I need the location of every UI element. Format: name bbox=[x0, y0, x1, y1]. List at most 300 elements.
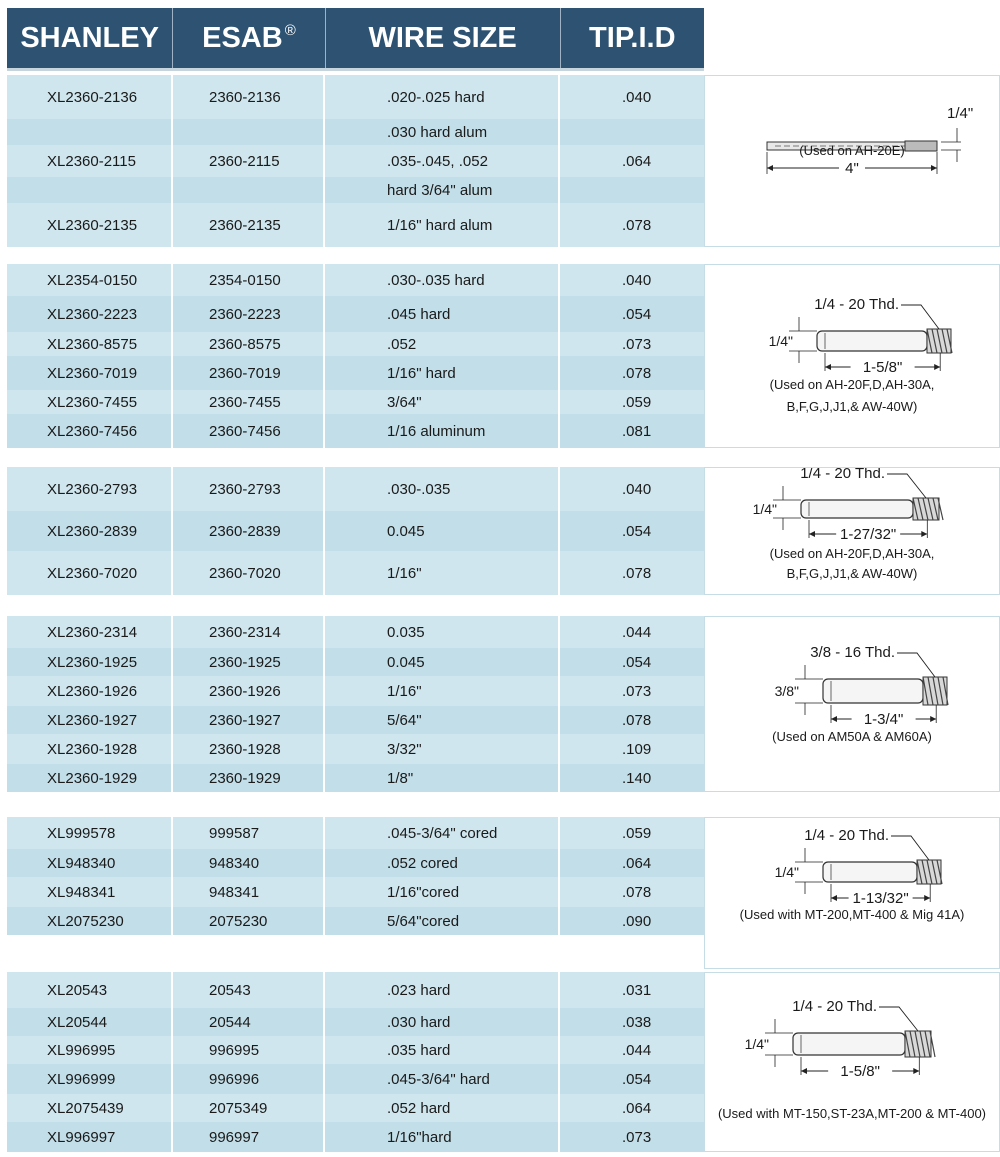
tip-id-cell bbox=[560, 264, 704, 296]
esab-part-number-cell bbox=[173, 706, 325, 734]
shanley-part-number: XL20544 bbox=[47, 1013, 108, 1031]
usage-caption: (Used on AM50A & AM60A) bbox=[772, 729, 932, 744]
diameter-label: 1/4" bbox=[768, 333, 793, 349]
wire-size: .045-3/64" cored bbox=[387, 824, 498, 842]
wire-size-cell bbox=[325, 145, 560, 177]
wire-size-cell bbox=[325, 356, 560, 390]
product-group bbox=[7, 972, 1000, 1152]
esab-part-number: 20544 bbox=[209, 1013, 251, 1031]
tip-id: .064 bbox=[622, 152, 652, 170]
shanley-part-number: XL996995 bbox=[47, 1041, 116, 1059]
wire-size-cell bbox=[325, 467, 560, 511]
wire-size-cell bbox=[325, 1008, 560, 1036]
tip-id: .059 bbox=[622, 393, 652, 411]
esab-part-number-cell bbox=[173, 972, 325, 1008]
wire-size: 1/16" hard alum bbox=[387, 216, 493, 234]
esab-part-number: 2360-2793 bbox=[209, 480, 281, 498]
tip-id-cell bbox=[560, 203, 704, 247]
esab-part-number-cell bbox=[173, 616, 325, 648]
esab-part-number: 2360-1927 bbox=[209, 711, 281, 729]
wire-size-cell bbox=[325, 764, 560, 792]
tip-id: .081 bbox=[622, 422, 652, 440]
tip-id-cell bbox=[560, 177, 704, 203]
tip-id: .059 bbox=[622, 824, 652, 842]
esab-part-number-cell bbox=[173, 849, 325, 877]
shanley-part-number-cell bbox=[7, 467, 173, 511]
esab-part-number-cell bbox=[173, 817, 325, 849]
wire-size-cell bbox=[325, 1036, 560, 1064]
shanley-part-number: XL2360-2135 bbox=[47, 216, 138, 234]
tip-id-cell bbox=[560, 467, 704, 511]
esab-part-number-cell bbox=[173, 648, 325, 676]
shanley-part-number-cell bbox=[7, 764, 173, 792]
wire-size: 3/32" bbox=[387, 740, 422, 758]
tip-id-cell bbox=[560, 648, 704, 676]
shanley-part-number-cell bbox=[7, 1094, 173, 1122]
product-group bbox=[7, 75, 1000, 247]
length-label: 1-5/8" bbox=[862, 359, 903, 376]
product-group bbox=[7, 264, 1000, 448]
thread-label: 1/4 - 20 Thd. bbox=[804, 827, 889, 844]
header-esab bbox=[173, 8, 325, 68]
header-wire-size-label: WIRE SIZE bbox=[368, 21, 517, 54]
esab-part-number-cell bbox=[173, 1094, 325, 1122]
length-label: 1-3/4" bbox=[863, 711, 904, 728]
esab-part-number-cell bbox=[173, 907, 325, 935]
wire-size: .035-.045, .052 bbox=[387, 152, 488, 170]
group-rows bbox=[7, 75, 704, 247]
table-row bbox=[7, 467, 704, 511]
tip-id: .054 bbox=[622, 305, 652, 323]
esab-part-number-cell bbox=[173, 467, 325, 511]
tip-id-cell bbox=[560, 706, 704, 734]
wire-size: 1/16 aluminum bbox=[387, 422, 486, 440]
thread-section bbox=[917, 860, 942, 884]
shanley-part-number: XL2360-2314 bbox=[47, 623, 138, 641]
wire-size-cell bbox=[325, 551, 560, 595]
wire-size: 3/64" bbox=[387, 393, 422, 411]
tip-id-cell bbox=[560, 332, 704, 356]
diameter-label: 1/4" bbox=[744, 1036, 769, 1052]
product-group bbox=[7, 616, 1000, 792]
thread-section bbox=[923, 677, 948, 705]
tip-id-cell bbox=[560, 676, 704, 706]
tip-id-cell bbox=[560, 877, 704, 907]
shanley-part-number: XL2360-7020 bbox=[47, 564, 138, 582]
shanley-part-number: XL2360-1928 bbox=[47, 740, 138, 758]
table-row bbox=[7, 511, 704, 551]
esab-part-number: 2360-8575 bbox=[209, 335, 281, 353]
tip-id-cell bbox=[560, 414, 704, 448]
esab-part-number: 996997 bbox=[209, 1128, 260, 1146]
esab-part-number-cell bbox=[173, 296, 325, 332]
tip-id-cell bbox=[560, 734, 704, 764]
thread-label: 3/8 - 16 Thd. bbox=[810, 644, 895, 661]
table-row bbox=[7, 1094, 704, 1122]
product-group bbox=[7, 467, 1000, 595]
tip-id: .073 bbox=[622, 335, 652, 353]
usage-caption: B,F,G,J,J1,& AW-40W) bbox=[786, 566, 918, 581]
esab-part-number-cell bbox=[173, 203, 325, 247]
esab-part-number: 948341 bbox=[209, 883, 260, 901]
shanley-part-number: XL2360-2839 bbox=[47, 522, 138, 540]
diameter-label: 1/4" bbox=[774, 864, 799, 880]
shanley-part-number: XL996997 bbox=[47, 1128, 116, 1146]
esab-part-number-cell bbox=[173, 264, 325, 296]
shanley-part-number: XL20543 bbox=[47, 981, 108, 999]
esab-part-number-cell bbox=[173, 676, 325, 706]
esab-part-number-cell bbox=[173, 145, 325, 177]
shanley-part-number-cell bbox=[7, 1008, 173, 1036]
esab-part-number: 2360-7020 bbox=[209, 564, 281, 582]
tip-id: .078 bbox=[622, 216, 652, 234]
tip-body bbox=[823, 679, 923, 703]
tip-id: .078 bbox=[622, 564, 652, 582]
wire-size: .020-.025 hard bbox=[387, 88, 485, 106]
shanley-part-number: XL2075439 bbox=[47, 1099, 124, 1117]
usage-caption: (Used on AH-20F,D,AH-30A, bbox=[769, 377, 935, 392]
wire-size-cell bbox=[325, 177, 560, 203]
shanley-part-number-cell bbox=[7, 145, 173, 177]
table-row bbox=[7, 1036, 704, 1064]
esab-part-number-cell bbox=[173, 734, 325, 764]
length-label: 1-5/8" bbox=[840, 1063, 880, 1080]
esab-part-number-cell bbox=[173, 1008, 325, 1036]
shanley-part-number-cell bbox=[7, 972, 173, 1008]
shanley-part-number-cell bbox=[7, 414, 173, 448]
table-row bbox=[7, 1008, 704, 1036]
esab-part-number: 996995 bbox=[209, 1041, 260, 1059]
thread-section bbox=[905, 1031, 935, 1057]
table-row bbox=[7, 907, 704, 935]
shanley-part-number-cell bbox=[7, 907, 173, 935]
group-rows bbox=[7, 817, 704, 935]
thread-label: 1/4 - 20 Thd. bbox=[800, 468, 885, 482]
tip-id-cell bbox=[560, 145, 704, 177]
tip-id: .031 bbox=[622, 981, 652, 999]
wire-size: .035 hard bbox=[387, 1041, 451, 1059]
esab-part-number-cell bbox=[173, 414, 325, 448]
shanley-part-number-cell bbox=[7, 296, 173, 332]
shanley-part-number: XL999578 bbox=[47, 824, 116, 842]
wire-size: 1/16"hard bbox=[387, 1128, 452, 1146]
wire-size: .052 bbox=[387, 335, 417, 353]
wire-size: 0.045 bbox=[387, 522, 425, 540]
esab-part-number: 2360-7019 bbox=[209, 364, 281, 382]
esab-part-number-cell bbox=[173, 877, 325, 907]
wire-size: .052 cored bbox=[387, 854, 458, 872]
wire-size-cell bbox=[325, 1064, 560, 1094]
shanley-part-number: XL948340 bbox=[47, 854, 116, 872]
tip-id: .054 bbox=[622, 522, 652, 540]
tip-id: .109 bbox=[622, 740, 652, 758]
tip-id: .078 bbox=[622, 883, 652, 901]
usage-caption: (Used with MT-150,ST-23A,MT-200 & MT-400) bbox=[717, 1106, 987, 1121]
tip-body bbox=[793, 1033, 905, 1055]
esab-part-number: 2360-7455 bbox=[209, 393, 281, 411]
tip-id: .078 bbox=[622, 364, 652, 382]
length-label: 4" bbox=[845, 160, 859, 177]
table-row bbox=[7, 75, 704, 119]
wire-size-cell bbox=[325, 849, 560, 877]
wire-size-cell bbox=[325, 75, 560, 119]
shanley-part-number: XL2360-1926 bbox=[47, 682, 138, 700]
shanley-part-number-cell bbox=[7, 203, 173, 247]
table-row bbox=[7, 203, 704, 247]
table-row bbox=[7, 296, 704, 332]
diameter-label: 1/4" bbox=[947, 105, 974, 122]
shanley-part-number: XL2075230 bbox=[47, 912, 124, 930]
esab-part-number: 2360-2115 bbox=[209, 152, 280, 170]
shanley-part-number-cell bbox=[7, 75, 173, 119]
esab-part-number-cell bbox=[173, 1064, 325, 1094]
usage-caption: (Used on AH-20F,D,AH-30A, bbox=[769, 546, 935, 561]
shanley-part-number-cell bbox=[7, 706, 173, 734]
esab-part-number: 2360-2839 bbox=[209, 522, 281, 540]
wire-size-cell bbox=[325, 511, 560, 551]
table-row bbox=[7, 764, 704, 792]
tip-id-cell bbox=[560, 616, 704, 648]
tip-id: .038 bbox=[622, 1013, 652, 1031]
tip-body bbox=[817, 331, 927, 351]
header-esab-label: ESAB bbox=[202, 21, 283, 54]
wire-size: 0.035 bbox=[387, 623, 425, 641]
esab-part-number: 2354-0150 bbox=[209, 271, 281, 289]
wire-size-cell bbox=[325, 972, 560, 1008]
tip-id: .044 bbox=[622, 1041, 652, 1059]
wire-size: .045-3/64" hard bbox=[387, 1070, 490, 1088]
tip-diagram bbox=[704, 817, 1000, 969]
shanley-part-number: XL2360-1925 bbox=[47, 653, 138, 671]
table-row bbox=[7, 1064, 704, 1094]
shanley-part-number: XL996999 bbox=[47, 1070, 116, 1088]
shanley-part-number-cell bbox=[7, 616, 173, 648]
table-row bbox=[7, 849, 704, 877]
tip-id-cell bbox=[560, 356, 704, 390]
esab-part-number-cell bbox=[173, 511, 325, 551]
esab-part-number: 20543 bbox=[209, 981, 251, 999]
tip-id-cell bbox=[560, 1008, 704, 1036]
esab-part-number: 996996 bbox=[209, 1070, 260, 1088]
tip-id-cell bbox=[560, 1122, 704, 1152]
wire-size: .030 hard bbox=[387, 1013, 451, 1031]
wire-size: 1/8" bbox=[387, 769, 414, 787]
table-row bbox=[7, 414, 704, 448]
tip-diagram-drawing bbox=[705, 265, 1000, 449]
thread-section bbox=[927, 329, 952, 353]
tip-id-cell bbox=[560, 849, 704, 877]
esab-part-number: 2360-1926 bbox=[209, 682, 281, 700]
esab-part-number: 948340 bbox=[209, 854, 260, 872]
shanley-part-number-cell bbox=[7, 390, 173, 414]
header-tip-id-label: TIP.I.D bbox=[589, 21, 676, 54]
table-row bbox=[7, 616, 704, 648]
tip-diagram bbox=[704, 972, 1000, 1152]
esab-part-number: 2360-2136 bbox=[209, 88, 281, 106]
wire-size-cell bbox=[325, 706, 560, 734]
tip-id: .054 bbox=[622, 653, 652, 671]
wire-size-cell bbox=[325, 332, 560, 356]
wire-size-cell bbox=[325, 296, 560, 332]
table-row bbox=[7, 706, 704, 734]
header-divider bbox=[7, 68, 704, 71]
table-row bbox=[7, 145, 704, 177]
tip-diagram-drawing bbox=[705, 617, 1000, 793]
header-wire-size bbox=[326, 8, 561, 68]
wire-size-cell bbox=[325, 616, 560, 648]
wire-size-cell bbox=[325, 1094, 560, 1122]
table-row bbox=[7, 390, 704, 414]
shanley-part-number-cell bbox=[7, 1064, 173, 1094]
tip-diagram bbox=[704, 616, 1000, 792]
esab-part-number-cell bbox=[173, 764, 325, 792]
group-rows bbox=[7, 972, 704, 1152]
wire-size-cell bbox=[325, 264, 560, 296]
tip-id: .140 bbox=[622, 769, 652, 787]
wire-size-cell bbox=[325, 119, 560, 145]
shanley-part-number-cell bbox=[7, 332, 173, 356]
shanley-part-number: XL2360-2136 bbox=[47, 88, 138, 106]
shanley-part-number: XL2360-1929 bbox=[47, 769, 138, 787]
header-tip-id bbox=[561, 8, 704, 68]
esab-part-number-cell bbox=[173, 390, 325, 414]
shanley-part-number-cell bbox=[7, 734, 173, 764]
shanley-part-number: XL2360-7456 bbox=[47, 422, 138, 440]
wire-size: 1/16"cored bbox=[387, 883, 460, 901]
esab-part-number: 2360-1928 bbox=[209, 740, 281, 758]
tip-id-cell bbox=[560, 907, 704, 935]
shanley-part-number: XL2360-7455 bbox=[47, 393, 138, 411]
esab-part-number-cell bbox=[173, 177, 325, 203]
tip-id: .090 bbox=[622, 912, 652, 930]
tip-id-cell bbox=[560, 75, 704, 119]
table-row bbox=[7, 817, 704, 849]
tip-body bbox=[801, 500, 913, 518]
wire-size: 1/16" bbox=[387, 682, 422, 700]
wire-size: .030 hard alum bbox=[387, 123, 488, 141]
wire-size: 5/64" bbox=[387, 711, 422, 729]
esab-part-number-cell bbox=[173, 551, 325, 595]
thread-label: 1/4 - 20 Thd. bbox=[792, 998, 877, 1015]
wire-size-cell bbox=[325, 817, 560, 849]
registered-mark: ® bbox=[284, 21, 296, 39]
thread-section bbox=[913, 498, 943, 520]
shanley-part-number: XL2360-8575 bbox=[47, 335, 138, 353]
tip-body bbox=[823, 862, 917, 882]
esab-part-number: 2360-2135 bbox=[209, 216, 281, 234]
tip-id: .064 bbox=[622, 854, 652, 872]
table-row bbox=[7, 119, 704, 145]
table-row bbox=[7, 676, 704, 706]
shanley-part-number-cell bbox=[7, 264, 173, 296]
esab-part-number-cell bbox=[173, 332, 325, 356]
table-row bbox=[7, 1122, 704, 1152]
shanley-part-number: XL2360-2223 bbox=[47, 305, 138, 323]
tip-id: .040 bbox=[622, 271, 652, 289]
wire-size-cell bbox=[325, 390, 560, 414]
shanley-part-number: XL2360-2793 bbox=[47, 480, 138, 498]
tip-diagram bbox=[704, 75, 1000, 247]
esab-part-number-cell bbox=[173, 1122, 325, 1152]
tip-id: .040 bbox=[622, 480, 652, 498]
tip-id: .040 bbox=[622, 88, 652, 106]
shanley-part-number-cell bbox=[7, 817, 173, 849]
wire-size-cell bbox=[325, 1122, 560, 1152]
shanley-part-number: XL2360-7019 bbox=[47, 364, 138, 382]
esab-part-number: 2360-1929 bbox=[209, 769, 281, 787]
tip-id-cell bbox=[560, 1094, 704, 1122]
header-shanley bbox=[7, 8, 173, 68]
group-rows bbox=[7, 616, 704, 792]
table-row bbox=[7, 972, 704, 1008]
shanley-part-number-cell bbox=[7, 511, 173, 551]
tip-id: .054 bbox=[622, 1070, 652, 1088]
tip-id-cell bbox=[560, 551, 704, 595]
tip-diagram bbox=[704, 467, 1000, 595]
tip-id: .064 bbox=[622, 1099, 652, 1117]
tip-id-cell bbox=[560, 1036, 704, 1064]
esab-part-number-cell bbox=[173, 1036, 325, 1064]
tip-id: .073 bbox=[622, 1128, 652, 1146]
esab-part-number: 2360-2223 bbox=[209, 305, 281, 323]
diameter-label: 1/4" bbox=[752, 501, 777, 517]
wire-size-cell bbox=[325, 907, 560, 935]
shanley-part-number: XL2354-0150 bbox=[47, 271, 138, 289]
esab-part-number: 2075230 bbox=[209, 912, 268, 930]
wire-size: 1/16" hard bbox=[387, 364, 456, 382]
tip-id-cell bbox=[560, 390, 704, 414]
esab-part-number: 2360-7456 bbox=[209, 422, 281, 440]
wire-size-cell bbox=[325, 648, 560, 676]
shanley-part-number-cell bbox=[7, 551, 173, 595]
tip-diagram-drawing bbox=[705, 76, 1000, 248]
wire-size-cell bbox=[325, 734, 560, 764]
wire-size: .052 hard bbox=[387, 1099, 451, 1117]
group-rows bbox=[7, 264, 704, 448]
length-label: 1-13/32" bbox=[852, 890, 909, 907]
tip-diagram bbox=[704, 264, 1000, 448]
tip-id-cell bbox=[560, 817, 704, 849]
usage-caption: B,F,G,J,J1,& AW-40W) bbox=[786, 399, 918, 414]
table-row bbox=[7, 356, 704, 390]
esab-part-number-cell bbox=[173, 119, 325, 145]
wire-size: 0.045 bbox=[387, 653, 425, 671]
esab-part-number: 2075349 bbox=[209, 1099, 268, 1117]
wire-size-cell bbox=[325, 203, 560, 247]
shanley-part-number-cell bbox=[7, 849, 173, 877]
tip-id-cell bbox=[560, 764, 704, 792]
wire-size-cell bbox=[325, 676, 560, 706]
shanley-part-number-cell bbox=[7, 648, 173, 676]
esab-part-number-cell bbox=[173, 75, 325, 119]
wire-size: .045 hard bbox=[387, 305, 451, 323]
table-row bbox=[7, 264, 704, 296]
shanley-part-number-cell bbox=[7, 356, 173, 390]
thread-label: 1/4 - 20 Thd. bbox=[814, 296, 899, 313]
tip-id-cell bbox=[560, 511, 704, 551]
table-row bbox=[7, 177, 704, 203]
group-rows bbox=[7, 467, 704, 595]
table-row bbox=[7, 332, 704, 356]
shanley-part-number: XL2360-1927 bbox=[47, 711, 138, 729]
tip-id-cell bbox=[560, 119, 704, 145]
table-row bbox=[7, 648, 704, 676]
length-label: 1-27/32" bbox=[840, 526, 897, 543]
wire-size: 1/16" bbox=[387, 564, 422, 582]
shanley-part-number-cell bbox=[7, 877, 173, 907]
esab-part-number: 2360-1925 bbox=[209, 653, 281, 671]
tip-id-cell bbox=[560, 972, 704, 1008]
